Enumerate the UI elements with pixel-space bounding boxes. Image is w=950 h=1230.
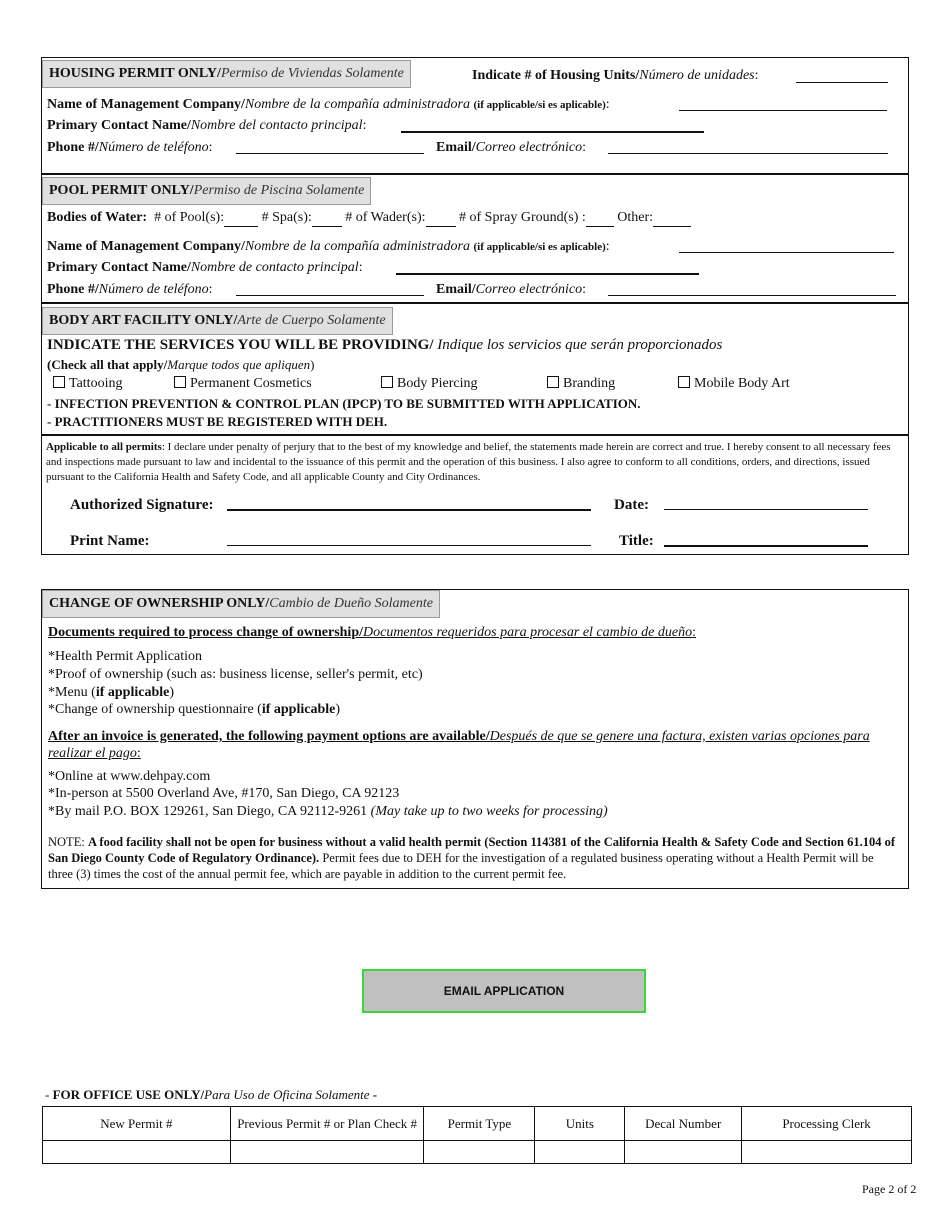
doc-item: *Proof of ownership (such as: business license, seller's permit, etc) bbox=[48, 667, 423, 682]
table-cell-input[interactable] bbox=[230, 1141, 424, 1164]
housing-phone-field[interactable] bbox=[236, 153, 424, 154]
housing-units-label: Indicate # of Housing Units/Número de unidades: bbox=[472, 68, 759, 83]
housing-mgmt-label: Name of Management Company/Nombre de la compañía administradora (if applicable/si es aplicable): bbox=[47, 97, 610, 112]
checkbox-mobile-body-art[interactable]: Mobile Body Art bbox=[678, 375, 790, 393]
housing-units-field[interactable] bbox=[796, 82, 888, 83]
pool-bodies-row: Bodies of Water: # of Pool(s): # Spa(s): # of Wader(s): # of Spray Ground(s) : Other: bbox=[47, 209, 691, 227]
housing-contact-label: Primary Contact Name/Nombre del contacto principal: bbox=[47, 118, 367, 133]
office-use-label: - FOR OFFICE USE ONLY/Para Uso de Oficina Solamente - bbox=[45, 1087, 378, 1102]
authorized-signature-field[interactable] bbox=[227, 509, 591, 511]
pool-email-field[interactable] bbox=[608, 295, 896, 296]
spa-count-field[interactable] bbox=[312, 213, 342, 227]
print-name-field[interactable] bbox=[227, 545, 591, 546]
body-art-services-label: INDICATE THE SERVICES YOU WILL BE PROVIDING/ Indique los servicios que serán proporcionados bbox=[47, 337, 723, 353]
date-field[interactable] bbox=[664, 509, 868, 510]
housing-email-label: Email/Correo electrónico: bbox=[436, 140, 586, 155]
section-divider bbox=[41, 434, 909, 436]
column-header: Decal Number bbox=[625, 1107, 742, 1141]
ownership-header: CHANGE OF OWNERSHIP ONLY/Cambio de Dueño Solamente bbox=[42, 590, 440, 618]
payment-mail: *By mail P.O. BOX 129261, San Diego, CA 92112-9261 (May take up to two weeks for processing) bbox=[48, 804, 608, 819]
authorized-signature-label: Authorized Signature: bbox=[70, 497, 214, 513]
practitioners-note: - PRACTITIONERS MUST BE REGISTERED WITH DEH. bbox=[47, 414, 388, 429]
checkbox-body-piercing[interactable]: Body Piercing bbox=[381, 375, 478, 393]
doc-item: *Menu (if applicable) bbox=[48, 685, 175, 700]
housing-mgmt-field[interactable] bbox=[679, 110, 887, 111]
doc-item: *Health Permit Application bbox=[48, 649, 202, 664]
checkbox-icon[interactable] bbox=[547, 376, 559, 388]
checkbox-permanent-cosmetics[interactable]: Permanent Cosmetics bbox=[174, 375, 312, 393]
section-divider bbox=[41, 302, 909, 304]
ownership-note: NOTE: A food facility shall not be open for business without a valid health permit (Section 114381 of the California Health & Safety Code and Section 61.104 of San Diego County Code of Regulatory Ordinance). Permit fees due to DEH for the investigation of a regulated business operating without a Health Permit will be three (3) times the cost of the annual permit fee, which are payable in addition to the current permit fee. bbox=[48, 835, 896, 881]
housing-contact-field[interactable] bbox=[401, 131, 704, 133]
pool-header: POOL PERMIT ONLY/Permiso de Piscina Solamente bbox=[42, 177, 371, 205]
pool-count-field[interactable] bbox=[224, 213, 258, 227]
doc-item: *Change of ownership questionnaire (if applicable) bbox=[48, 702, 341, 717]
checkbox-icon[interactable] bbox=[53, 376, 65, 388]
pool-email-label: Email/Correo electrónico: bbox=[436, 282, 586, 297]
payment-online: *Online at www.dehpay.com bbox=[48, 769, 211, 784]
checkbox-icon[interactable] bbox=[678, 376, 690, 388]
housing-header: HOUSING PERMIT ONLY/Permiso de Viviendas Solamente bbox=[42, 60, 411, 88]
payment-inperson: *In-person at 5500 Overland Ave, #170, San Diego, CA 92123 bbox=[48, 786, 400, 801]
table-cell-input[interactable] bbox=[535, 1141, 625, 1164]
table-cell-input[interactable] bbox=[742, 1141, 912, 1164]
spray-count-field[interactable] bbox=[586, 213, 614, 227]
housing-email-field[interactable] bbox=[608, 153, 888, 154]
pool-contact-label: Primary Contact Name/Nombre de contacto principal: bbox=[47, 260, 363, 275]
section-divider bbox=[41, 173, 909, 175]
title-field[interactable] bbox=[664, 545, 868, 547]
page-number: Page 2 of 2 bbox=[862, 1182, 917, 1196]
print-name-label: Print Name: bbox=[70, 533, 150, 549]
housing-phone-label: Phone #/Número de teléfono: bbox=[47, 140, 213, 155]
column-header: New Permit # bbox=[43, 1107, 231, 1141]
checkbox-icon[interactable] bbox=[174, 376, 186, 388]
ipcp-note: - INFECTION PREVENTION & CONTROL PLAN (IPCP) TO BE SUBMITTED WITH APPLICATION. bbox=[47, 396, 641, 411]
column-header: Units bbox=[535, 1107, 625, 1141]
pool-mgmt-field[interactable] bbox=[679, 252, 894, 253]
wader-count-field[interactable] bbox=[426, 213, 456, 227]
column-header: Previous Permit # or Plan Check # bbox=[230, 1107, 424, 1141]
ownership-docs-heading: Documents required to process change of ownership/Documentos requeridos para procesar el cambio de dueño: bbox=[48, 625, 696, 640]
pool-contact-field[interactable] bbox=[396, 273, 699, 275]
table-cell-input[interactable] bbox=[424, 1141, 535, 1164]
pool-phone-field[interactable] bbox=[236, 295, 424, 296]
office-use-table bbox=[42, 1106, 912, 1164]
payment-heading: After an invoice is generated, the following payment options are available/Después de que se genere una factura, existen varias opciones para realizar el pago: bbox=[48, 729, 870, 761]
column-header: Processing Clerk bbox=[742, 1107, 912, 1141]
checkbox-tattooing[interactable]: Tattooing bbox=[53, 375, 122, 393]
declaration-text: Applicable to all permits: I declare under penalty of perjury that to the best of my knowledge and belief, the statements made herein are correct and true. I hereby consent to all necessary fees and inspections made pursuant to law and incidental to the issuance of this permit and the operation of this business. I also agree to conform to all conditions, orders, and directions, issued pursuant to the California Health and Safety Code, and all applicable County and City Ordinances. bbox=[46, 441, 891, 483]
body-art-header: BODY ART FACILITY ONLY/Arte de Cuerpo Solamente bbox=[42, 307, 393, 335]
pool-mgmt-label: Name of Management Company/Nombre de la compañía administradora (if applicable/si es aplicable): bbox=[47, 239, 610, 254]
pool-phone-label: Phone #/Número de teléfono: bbox=[47, 282, 213, 297]
other-count-field[interactable] bbox=[653, 213, 691, 227]
column-header: Permit Type bbox=[424, 1107, 535, 1141]
checkbox-icon[interactable] bbox=[381, 376, 393, 388]
email-application-button[interactable]: EMAIL APPLICATION bbox=[362, 969, 646, 1013]
table-cell-input[interactable] bbox=[625, 1141, 742, 1164]
title-label: Title: bbox=[619, 533, 654, 549]
date-label: Date: bbox=[614, 497, 649, 513]
body-art-check-label: (Check all that apply/Marque todos que apliquen) bbox=[47, 357, 315, 372]
checkbox-branding[interactable]: Branding bbox=[547, 375, 615, 393]
table-cell-input[interactable] bbox=[43, 1141, 231, 1164]
